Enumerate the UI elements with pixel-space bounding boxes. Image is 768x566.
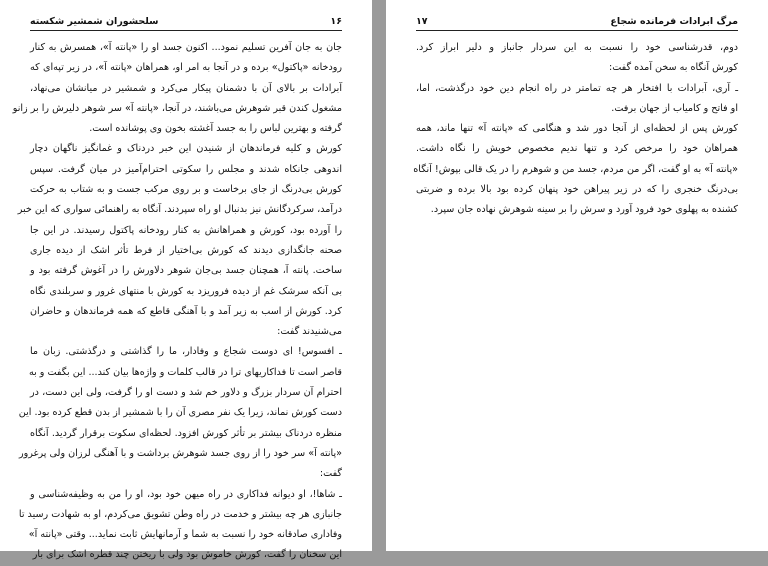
right-page-header	[416, 14, 738, 31]
text-line: احترام آن سردار بزرگ و دلاور خم شد و دست او را گرفت، ولی این دست، در	[30, 387, 342, 399]
text-line: «پانته آ» به او گفت، اگر من مردم، جسد من و شوهرم را در یک قالی بپوش! آنگاه	[413, 163, 738, 175]
text-line: بی‌درنگ خنجری را که در زیر پیراهن خود پنهان کرده بود بالا برده و ضربتی	[416, 184, 738, 196]
text-line: اندوهی جانکاه شدند و مجلس را سکوتی احترام‌آمیز در میان گرفت. سپس	[30, 163, 342, 175]
text-line: کورش پس از لحظه‌ای از آنجا دور شد و هنگامی که «پانته آ» تنها ماند، همه	[416, 123, 738, 135]
text-line: وفاداری صادقانه خود را نسبت به شما و آرمانهایش ثابت نماید... وقتی «پانته آ»	[28, 529, 342, 541]
text-line: دوم، قدرشناسی خود را نسبت به این سردار جانباز و دلیر ابراز کرد.	[416, 42, 738, 53]
text-line: بی آنکه سرشک غم از دیده فروریزد به کورش با منتهای غرور و سربلندی نگاه	[30, 285, 342, 297]
text-line: مشغول کندن قبر شوهرش می‌باشند، در آنجا، «پانته آ» سر شوهر دلیرش را بر زانو	[12, 102, 342, 114]
paragraph	[413, 119, 738, 220]
right-page	[386, 0, 768, 551]
text-line: «پانته آ» سر خود را از روی جسد شوهرش برداشت و با آهنگی لرزان ولی پرغرور	[18, 447, 342, 459]
text-line: کورش آنگاه به سخن آمده گفت:	[609, 62, 738, 74]
text-line: ـ شاها!، او دیوانه فداکاری در راه میهن خود بود، او را من به وظیفه‌شناسی و	[30, 488, 342, 500]
text-line: دست کورش نماند، زیرا یک نفر مصری آن را با شمشیر از بدن قطع کرده بود. این	[18, 407, 342, 419]
text-line: آبرادات بر بالای آن با دشمنان پیکار می‌کرد و شمشیر در میانشان می‌نهاد،	[30, 82, 342, 94]
paragraph	[416, 79, 738, 120]
text-line: درآمد، سرکردگانش نیز بدنبال او راه سپردند. آنگاه به راهنمائی سواری که این خبر	[17, 204, 342, 216]
left-page-title: سلحشوران شمشیر شکسته	[30, 15, 159, 27]
paragraph	[18, 342, 342, 484]
text-line: ساخت. پانته آ، همچنان جسد بی‌جان شوهر دلاورش را در آغوش گرفته بود و	[30, 265, 342, 277]
left-page-body	[12, 38, 342, 566]
text-line: همراهان خود را مرخص کرد و تنها ندیم مخصوص خویش را نگاه داشت.	[416, 143, 738, 155]
left-page-header	[30, 14, 342, 31]
text-line: رودخانه «پاکتول» برده و در آنجا به امر او، همراهان «پانته آ»، در زیر تپه‌ای که	[30, 62, 342, 74]
text-line: جانبازی هر چه بیشتر و خدمت در راه وطن تشویق می‌کردم، او به شهادت رسید تا	[18, 508, 342, 520]
text-line: منظره دردناک بیشتر بر تأثر کورش افزود. لحظه‌ای سکوت برقرار گردید. آنگاه	[30, 427, 342, 439]
paragraph	[17, 139, 342, 342]
text-line: کورش بی‌درنگ از جای برخاست و بر روی مرکب جست و به شتاب به حرکت	[30, 184, 342, 196]
right-page-body	[413, 38, 738, 221]
text-line: گرفته و بهترین لباس را به جسد آغشته بخون وی پوشانده است.	[89, 123, 342, 135]
text-line: را آورده بود، کورش و همراهانش به کنار رودخانه پاکتول رسیدند. در این جا	[30, 224, 342, 236]
text-line: جان به جان آفرین تسلیم نمود... اکنون جسد او را «پانته آ»، همسرش به کنار	[30, 42, 342, 53]
paragraph	[18, 485, 342, 566]
text-line: این سخنان را گفت، کورش خاموش بود ولی با ریختن چند قطره اشک برای بار	[32, 549, 342, 561]
text-line: قاصر است تا فداکاریهای ترا در قالب کلمات و واژه‌ها بیان کند... این بگفت و به	[28, 366, 342, 378]
text-line: او فاتح و کامیاب از جهان برفت.	[611, 102, 738, 114]
paragraph	[12, 38, 342, 139]
text-line: می‌شنیدند گفت:	[277, 326, 342, 338]
right-page-title: مرگ ابرادات فرمانده شجاع	[610, 15, 738, 27]
right-page-number: ۱۷	[416, 15, 428, 27]
text-line: ـ آری، آبرادات با افتخار هر چه تمامتر در راه انجام دین خود درگذشت، اما،	[416, 82, 738, 94]
text-line: کرد. کورش از اسب به زیر آمد و با آهنگی قاطع که همه فرماندهان و حاضران	[30, 305, 342, 317]
left-page	[0, 0, 372, 561]
text-line: صحنه جانگدازی دیدند که کورش بی‌اختیار از فرط تأثر اشک از دیده جاری	[30, 244, 342, 256]
left-page-number: ۱۶	[330, 15, 342, 27]
text-line: کشنده به پهلوی خود فرود آورد و سرش را بر سینه شوهرش نهاده جان سپرد.	[430, 204, 738, 216]
paragraph	[416, 38, 738, 79]
text-line: ـ افسوس! ای دوست شجاع و وفادار، ما را گذاشتی و درگذشتی. زبان ما	[30, 346, 342, 358]
text-line: گفت:	[319, 468, 342, 480]
text-line: کورش و کلیه فرماندهان از شنیدن این خبر دردناک و غمانگیز ناگهان دچار	[30, 143, 342, 155]
